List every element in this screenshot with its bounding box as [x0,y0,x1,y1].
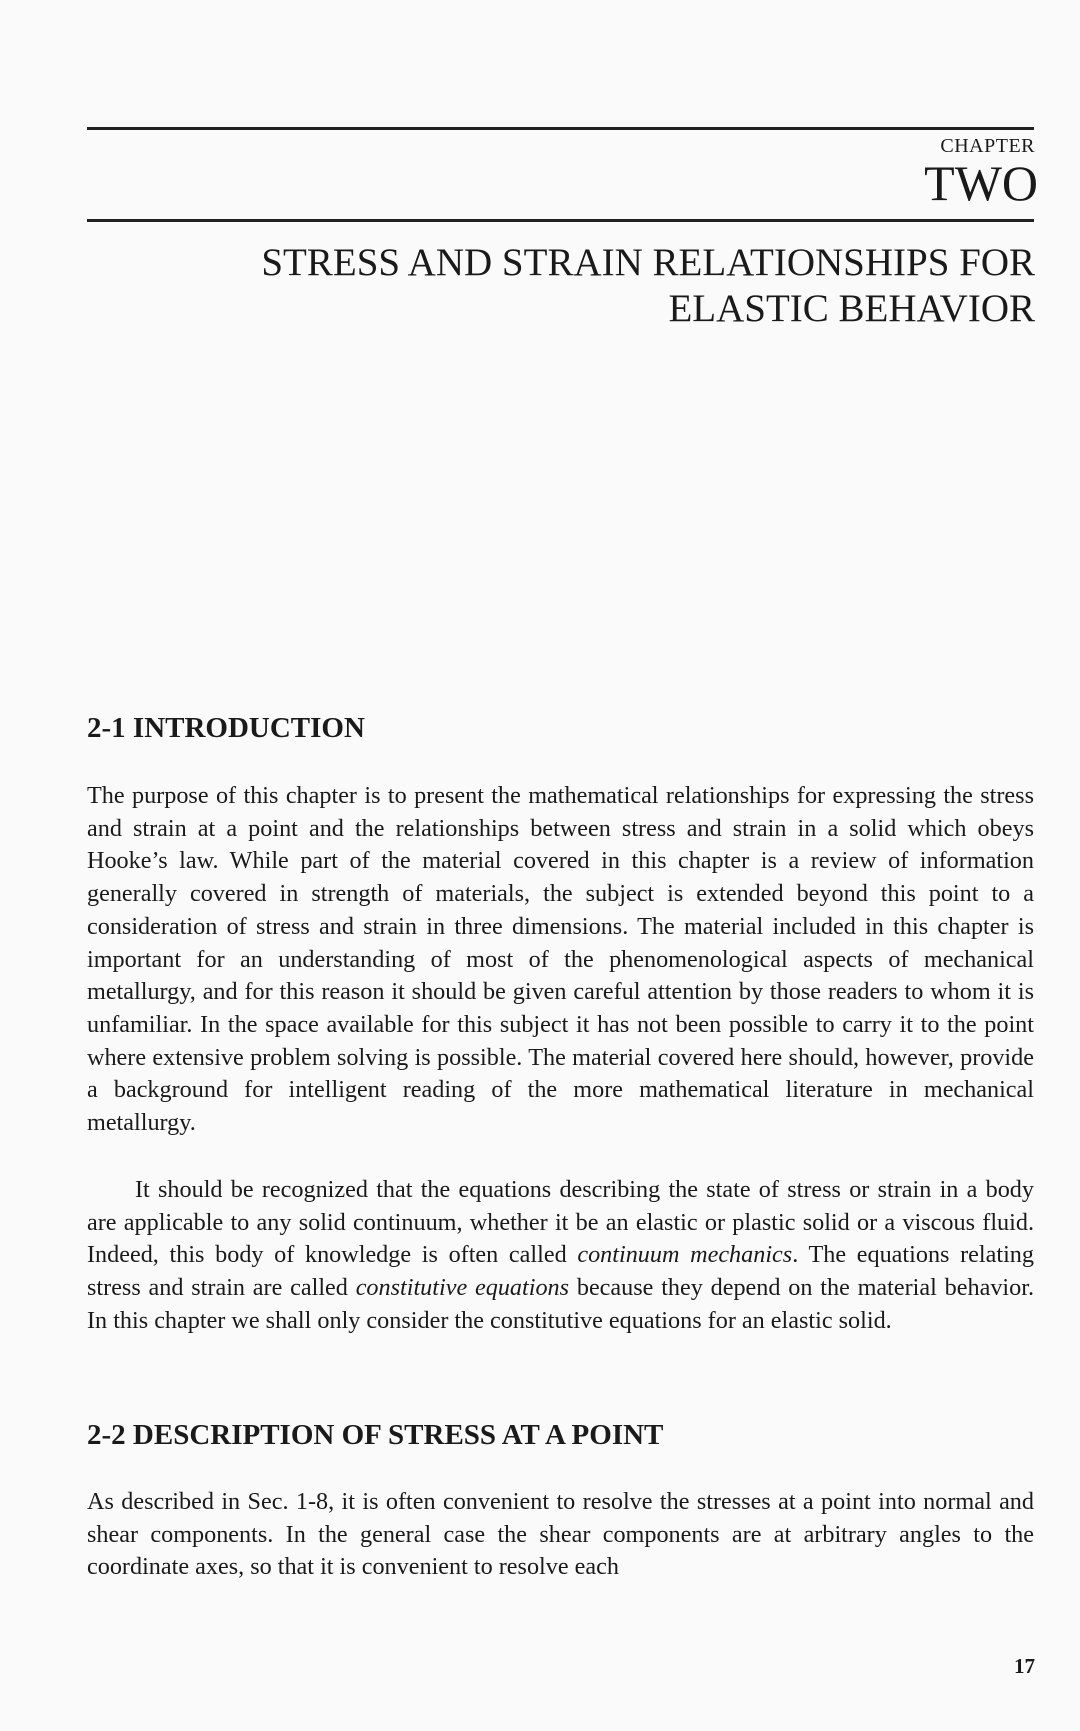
chapter-label: CHAPTER [940,135,1035,157]
paragraph-stress-1: As described in Sec. 1-8, it is often convenient to resolve the stresses at a point into normal and shear components. In the general case the shear components are at arbitrary angles to the coordinate axes, so that it is convenient to resolve each [87,1488,1034,1581]
paragraph-text: . The equations relating stress and strain are called [87,1241,1034,1302]
paragraph-introduction-1: The purpose of this chapter is to present the mathematical relationships for expressing the stress and strain at a point and the relationships between stress and strain in a solid which obeys Hooke’s law. While part of the material covered in this chapter is a review of information generally covered in strength of materials, the subject is extended beyond this point to a consideration of stress and strain in three dimensions. The material included in this chapter is important for an understanding of most of the phenomenological aspects of mechanical metallurgy, and for this reason it should be given careful attention by those readers to whom it is unfamiliar. In the space available for this subject it has not been possible to carry it to the point where extensive problem solving is possible. The material covered here should, however, provide a background for intelligent reading of the more mathematical literature in mechanical metallurgy. [87,782,1034,1137]
term-constitutive-equations: constitutive equations [355,1274,570,1302]
chapter-number: TWO [924,155,1038,211]
paragraph-text: It should be recognized that the equations describing the state of stress or strain in a body are applicable to any solid continuum, whether it be an elastic or plastic solid or a viscous fluid. Indeed, this body of knowledge is often called [87,1176,1034,1269]
paragraph-text: because they depend on the material behavior. In this chapter we shall only consider the constitutive equations for an elastic solid. [87,1274,1034,1334]
section-heading-introduction: 2-1 INTRODUCTION [87,712,365,744]
paragraph-introduction-2 [87,1174,1034,1338]
page-number: 17 [1014,1654,1035,1678]
section-heading-stress-at-point: 2-2 DESCRIPTION OF STRESS AT A POINT [87,1419,664,1451]
term-continuum-mechanics: continuum mechanics [577,1241,793,1269]
chapter-title: STRESS AND STRAIN RELATIONSHIPS FOR ELASTIC BEHAVIOR [261,241,1035,330]
header-top-rule [87,127,1034,130]
header-bottom-rule [87,219,1034,222]
